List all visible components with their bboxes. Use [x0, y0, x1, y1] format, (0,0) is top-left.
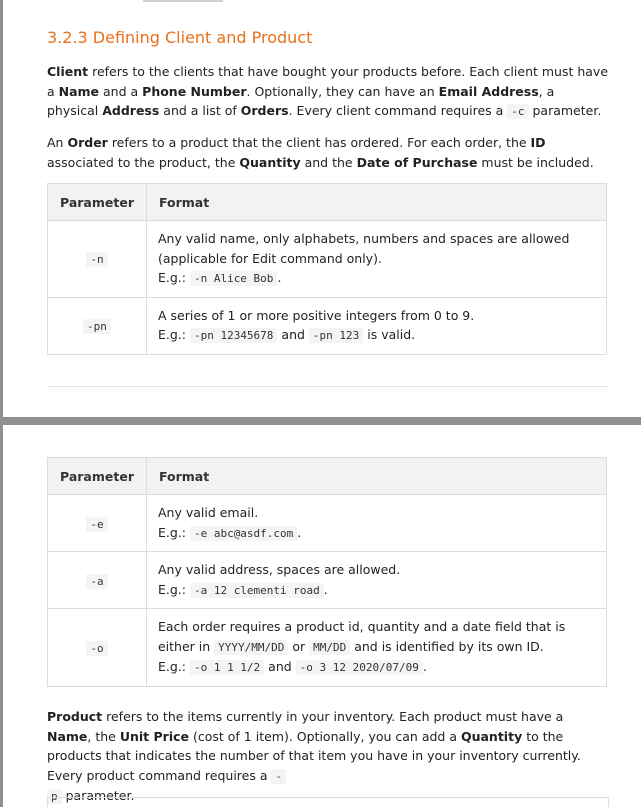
next-table-edge	[47, 797, 609, 807]
param-code: -n	[86, 252, 107, 267]
section-divider	[47, 386, 609, 387]
table-row	[48, 495, 607, 552]
param-code: -pn	[83, 319, 111, 334]
format-cell: Any valid address, spaces are allowed. E.g.: -a 12 clementi road .	[146, 552, 606, 609]
date-format-code: MM/DD	[309, 640, 350, 655]
date-format-code: YYYY/MM/DD	[214, 640, 288, 655]
page-gap	[0, 417, 641, 425]
section-heading-block	[47, 28, 609, 48]
parameter-table-2	[47, 457, 607, 687]
section-title: 3.2.3 Defining Client and Product	[47, 28, 313, 47]
example-code: -a 12 clementi road	[190, 583, 324, 598]
table-row	[48, 297, 607, 354]
param-code: -o	[86, 641, 107, 656]
param-cell	[48, 297, 147, 354]
client-paragraph-block	[47, 62, 609, 122]
client-paragraph: Client refers to the clients that have bought your products before. Each client must have a Name and a Phone Number. Optionally, they can have an Email Address, a physical Address and a list of Orders. Every client command requires a -c parameter.	[47, 64, 609, 118]
table-row	[48, 552, 607, 609]
param-cell	[48, 221, 147, 298]
order-paragraph-block	[47, 133, 609, 172]
header-parameter: Parameter	[48, 184, 147, 221]
header-parameter: Parameter	[48, 458, 147, 495]
product-param-code-cont: p	[47, 789, 62, 804]
format-cell: Any valid email. E.g.: -e abc@asdf.com .	[146, 495, 606, 552]
example-code: -o 1 1 1/2	[190, 660, 264, 675]
example-code: -pn 12345678	[190, 328, 277, 343]
document-page-2	[0, 425, 641, 807]
page-top-decoration	[143, 0, 223, 2]
product-paragraph: Product refers to the items currently in your inventory. Each product must have a Name, the Unit Price (cost of 1 item). Optionally, you can add a Quantity to the products that indicates the number of that item you have in your inventory currently. Every product command requires a - p parameter.	[47, 709, 581, 803]
param-cell	[48, 552, 147, 609]
table-header-row	[48, 458, 607, 495]
format-cell: A series of 1 or more positive integers from 0 to 9. E.g.: -pn 12345678 and -pn 123 is valid.	[146, 297, 606, 354]
product-paragraph-block	[47, 707, 609, 807]
order-paragraph: An Order refers to a product that the client has ordered. For each order, the ID associated to the product, the Quantity and the Date of Purchase must be included.	[47, 135, 594, 170]
example-code: -pn 123	[309, 328, 363, 343]
example-code: -e abc@asdf.com	[190, 526, 297, 541]
parameter-table-2-wrapper	[47, 457, 609, 687]
header-format: Format	[146, 184, 606, 221]
format-cell: Each order requires a product id, quantity and a date field that is either in YYYY/MM/DD or MM/DD and is identified by its own ID. E.g.: -o 1 1 1/2 and -o 3 12 2020/07/09 .	[146, 609, 606, 687]
example-code: -o 3 12 2020/07/09	[296, 660, 423, 675]
product-param-code: -	[271, 769, 286, 784]
table-row	[48, 609, 607, 687]
header-format: Format	[146, 458, 606, 495]
format-cell: Any valid name, only alphabets, numbers and spaces are allowed (applicable for Edit command only). E.g.: -n Alice Bob .	[146, 221, 606, 298]
param-code: -a	[86, 574, 107, 589]
client-param-code: -c	[507, 104, 528, 119]
param-cell	[48, 609, 147, 687]
table-row	[48, 221, 607, 298]
parameter-table-1	[47, 183, 607, 355]
example-code: -n Alice Bob	[190, 271, 277, 286]
param-code: -e	[86, 517, 107, 532]
table-header-row	[48, 184, 607, 221]
param-cell	[48, 495, 147, 552]
parameter-table-1-wrapper	[47, 183, 609, 355]
